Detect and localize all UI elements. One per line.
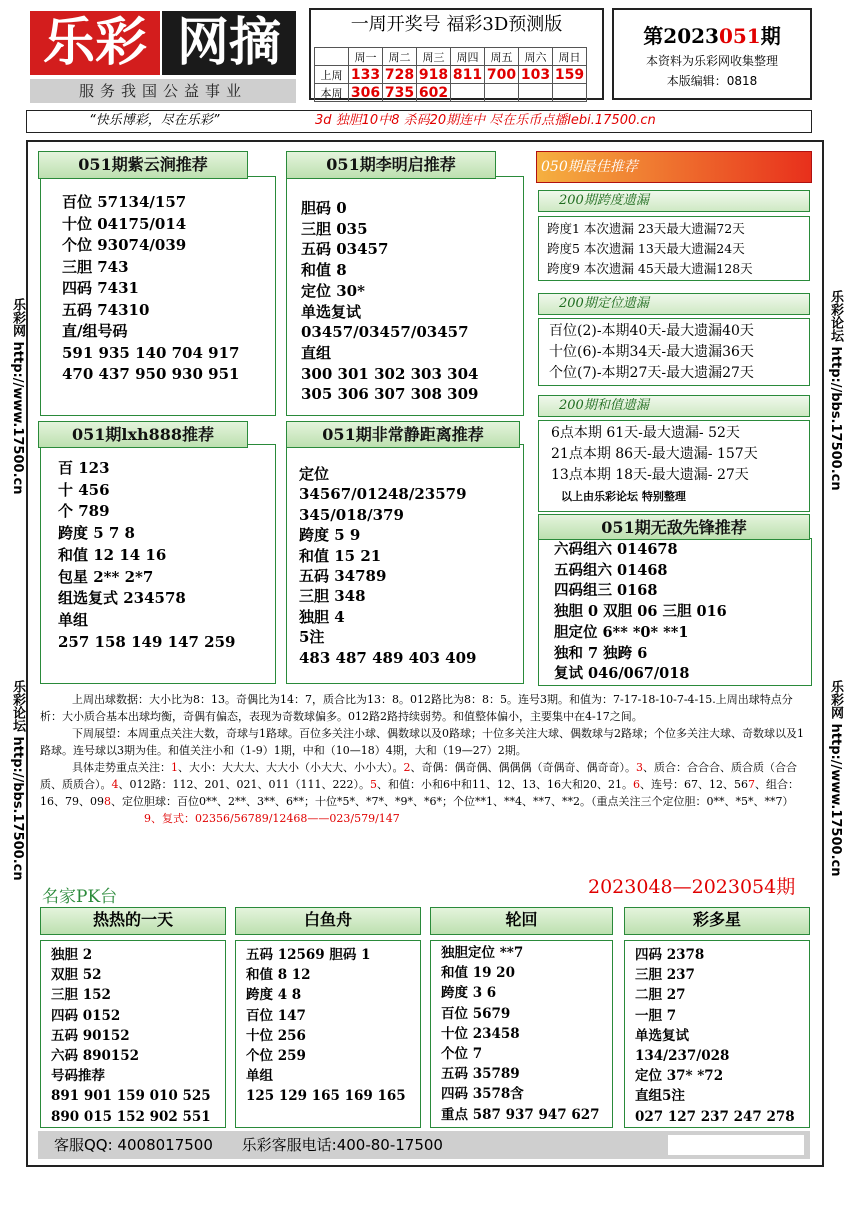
panel-line: 34567/01248/23579 bbox=[299, 485, 467, 504]
expert-line: 六码 890152 bbox=[51, 1048, 140, 1065]
miss-row: 21点本期 86天-最大遗漏- 157天 bbox=[551, 446, 758, 462]
days-row bbox=[315, 48, 587, 66]
expert-line: 单选复试 bbox=[635, 1027, 689, 1044]
panel-line: 三胆 348 bbox=[299, 587, 366, 606]
panel-content bbox=[58, 458, 235, 653]
draw-value: 159 bbox=[553, 66, 587, 84]
best-title: 050期最佳推荐 bbox=[536, 151, 812, 183]
pk-label: 名家PK台 bbox=[42, 887, 118, 907]
row-label: 本周 bbox=[315, 84, 349, 102]
panel-line: 四码组三 0168 bbox=[554, 582, 658, 600]
expert-line: 定位 37* *72 bbox=[635, 1068, 724, 1085]
side-text-left-bottom: 乐彩论坛 http://bbs.17500.cn bbox=[10, 680, 25, 881]
panel-title: 051期紫云涧推荐 bbox=[38, 151, 248, 179]
expert-line: 十位 23458 bbox=[441, 1025, 520, 1042]
weekly-draws-title: 一周开奖号 福彩3D预测版 bbox=[350, 14, 563, 35]
expert-line: 和值 19 20 bbox=[441, 965, 515, 982]
panel-line: 独胆 0 双胆 06 三胆 016 bbox=[554, 603, 727, 621]
expert-line: 十位 256 bbox=[246, 1027, 306, 1044]
expert-title: 白鱼舟 bbox=[235, 907, 421, 935]
draw-value: 918 bbox=[417, 66, 451, 84]
expert-line: 三胆 237 bbox=[635, 967, 695, 984]
panel-line: 单选复试 bbox=[301, 302, 362, 321]
expert-line: 百位 5679 bbox=[441, 1005, 511, 1022]
panel-content bbox=[301, 198, 478, 405]
panel-line: 三胆 743 bbox=[62, 257, 129, 276]
analysis-text bbox=[40, 691, 814, 827]
draw-value bbox=[485, 84, 519, 102]
expert-box bbox=[235, 940, 421, 1128]
panel-line: 独胆 4 bbox=[299, 607, 345, 626]
miss-row: 个位(7)-本期27天-最大遗漏27天 bbox=[549, 365, 754, 381]
expert-line: 号码推荐 bbox=[51, 1068, 105, 1085]
panel-line: 胆定位 6** *0* **1 bbox=[554, 623, 689, 641]
logo-right: 网摘 bbox=[162, 11, 296, 75]
issue-number: 第2023051期 bbox=[643, 24, 781, 48]
expert-line: 五码 12569 胆码 1 bbox=[246, 947, 371, 963]
expert-line: 独胆 2 bbox=[51, 947, 93, 963]
panel-line: 和值 15 21 bbox=[299, 546, 382, 565]
panel-line: 5注 bbox=[299, 628, 325, 647]
weekly-draws bbox=[309, 8, 604, 100]
analysis-line-9: 9、复式：02356/56789/12468——023/579/147 bbox=[144, 812, 400, 825]
draw-value: 133 bbox=[349, 66, 383, 84]
day-header: 周日 bbox=[553, 48, 587, 66]
expert-title: 轮回 bbox=[430, 907, 613, 935]
expert-line: 890 015 152 902 551 bbox=[51, 1108, 211, 1125]
panel-content bbox=[62, 192, 239, 386]
panel-line: 定位 30* bbox=[301, 281, 365, 300]
panel-line: 300 301 302 303 304 bbox=[301, 364, 479, 383]
expert-line: 双胆 52 bbox=[51, 967, 102, 984]
panel-line: 六码组六 014678 bbox=[554, 541, 678, 558]
span-miss-title: 200期跨度遗漏 bbox=[538, 190, 810, 212]
draw-value: 602 bbox=[417, 84, 451, 102]
panel-line: 591 935 140 704 917 bbox=[62, 343, 240, 362]
expert-line: 独胆定位 **7 bbox=[441, 945, 524, 961]
panel-content bbox=[554, 540, 727, 685]
day-header: 周二 bbox=[383, 48, 417, 66]
panel-line: 五码 74310 bbox=[62, 300, 150, 319]
panel-line: 复试 046/067/018 bbox=[554, 665, 690, 683]
pk-range: 2023048—2023054期 bbox=[588, 876, 796, 898]
panel-title: 051期无敌先锋推荐 bbox=[538, 514, 810, 540]
expert-line: 四码 2378 bbox=[635, 947, 705, 963]
day-header: 周五 bbox=[485, 48, 519, 66]
panel-line: 胆码 0 bbox=[301, 199, 347, 217]
draw-value: 306 bbox=[349, 84, 383, 102]
expert-line: 个位 7 bbox=[441, 1046, 483, 1063]
panel-line: 和值 12 14 16 bbox=[58, 545, 167, 564]
side-text-right-top: 乐彩论坛 http://bbs.17500.cn bbox=[828, 290, 843, 491]
day-header: 周一 bbox=[349, 48, 383, 66]
panel-line: 305 306 307 308 309 bbox=[301, 385, 479, 404]
draw-value: 103 bbox=[519, 66, 553, 84]
miss-row: 跨度9 本次遗漏 45天最大遗漏128天 bbox=[547, 261, 753, 276]
draw-value: 728 bbox=[383, 66, 417, 84]
miss-row: 百位(2)-本期40天-最大遗漏40天 bbox=[549, 323, 754, 339]
analysis-para-2: 下周展望：本周重点关注大数，奇球与1路球。百位多关注小球、偶数球以及0路球；十位多关注大球、偶数球与2路球；个位多关注大球、奇数球以及1路球。连号球以3期为佳。和值关注小和（1-9）1期，中和（10—18）4期，大和（19—27）2期。 bbox=[40, 727, 804, 757]
miss-row: 13点本期 18天-最大遗漏- 27天 bbox=[551, 467, 749, 483]
expert-line: 四码 0152 bbox=[51, 1007, 121, 1024]
panel-line: 独和 7 独跨 6 bbox=[554, 644, 648, 662]
panel-line: 包星 2** 2*7 bbox=[58, 567, 154, 586]
panel-line: 直组 bbox=[301, 343, 332, 362]
analysis-para-1: 上周出球数据：大小比为8：13。奇偶比为14：7，质合比为13：8。012路比为8：8：5。连号3期。和值为：7-17-18-10-7-4-15.上周出球特点分析：大小质合基本出球均衡，奇偶有偏态，表现为奇数球偏多。012路2路持续弱势。和值整体偏小，主要集中在4-17之间。 bbox=[40, 693, 793, 723]
panel-line: 470 437 950 930 951 bbox=[62, 365, 240, 383]
panel-line: 直/组号码 bbox=[62, 322, 128, 340]
issue-box bbox=[612, 8, 812, 100]
panel-line: 百 123 bbox=[58, 459, 110, 477]
panel-line: 五码 03457 bbox=[301, 240, 389, 259]
panel-line: 三胆 035 bbox=[301, 219, 368, 238]
promo-link[interactable]: 3d 独胆10中8 杀码20期连中 尽在乐币点播lebi.17500.cn bbox=[315, 113, 656, 128]
this-week-row bbox=[315, 84, 587, 102]
panel-line: 百位 57134/157 bbox=[62, 193, 187, 211]
miss-row: 十位(6)-本期34天-最大遗漏36天 bbox=[549, 344, 754, 360]
footer-blank bbox=[668, 1135, 804, 1155]
expert-line: 个位 259 bbox=[246, 1048, 306, 1065]
pos-miss-title: 200期定位遗漏 bbox=[538, 293, 810, 315]
draw-value: 700 bbox=[485, 66, 519, 84]
expert-box bbox=[624, 940, 810, 1128]
expert-line: 直组5注 bbox=[635, 1088, 685, 1105]
panel-line: 和值 8 bbox=[301, 261, 347, 280]
slogan-quote: “快乐博彩，尽在乐彩” bbox=[89, 113, 220, 128]
draw-value bbox=[519, 84, 553, 102]
miss-row: 跨度1 本次遗漏 23天最大遗漏72天 bbox=[547, 221, 745, 236]
customer-service-qq: 客服QQ: 4008017500 bbox=[54, 1136, 213, 1154]
panel-title: 051期非常静距离推荐 bbox=[286, 421, 520, 448]
panel-line: 组选复式 234578 bbox=[58, 589, 186, 608]
expert-line: 二胆 27 bbox=[635, 987, 686, 1004]
expert-line: 百位 147 bbox=[246, 1007, 306, 1024]
miss-row: 跨度5 本次遗漏 13天最大遗漏24天 bbox=[547, 241, 745, 256]
sum-miss-box bbox=[538, 420, 810, 512]
panel-line: 五码组六 01468 bbox=[554, 561, 668, 579]
panel-line: 十位 04175/014 bbox=[62, 214, 187, 233]
day-header: 周三 bbox=[417, 48, 451, 66]
panel-line: 定位 bbox=[299, 465, 330, 483]
panel-line: 个位 93074/039 bbox=[62, 236, 187, 254]
weekly-draws-table bbox=[314, 47, 587, 102]
side-text-right-bottom: 乐彩网 http://www.17500.cn bbox=[828, 680, 843, 877]
logo-slogan: 服务我国公益事业 bbox=[30, 79, 296, 103]
panel-line: 十 456 bbox=[58, 480, 110, 499]
draw-value: 811 bbox=[451, 66, 485, 84]
customer-service-phone: 乐彩客服电话:400-80-17500 bbox=[241, 1136, 443, 1154]
side-text-left-top: 乐彩网 http://www.17500.cn bbox=[10, 298, 25, 495]
expert-line: 重点 587 937 947 627 bbox=[441, 1106, 600, 1123]
editor-note: 本版编辑：0818 bbox=[666, 74, 758, 88]
expert-line: 134/237/028 bbox=[635, 1048, 730, 1065]
panel-title: 051期lxh888推荐 bbox=[38, 421, 248, 448]
panel-line: 四码 7431 bbox=[62, 279, 139, 297]
panel-line: 跨度 5 7 8 bbox=[58, 524, 135, 543]
credit-note: 以上由乐彩论坛 特别整理 bbox=[561, 490, 686, 503]
source-note: 本资料为乐彩网收集整理 bbox=[645, 54, 778, 68]
panel-line: 五码 34789 bbox=[299, 567, 387, 586]
panel-content bbox=[299, 464, 476, 668]
miss-row: 6点本期 61天-最大遗漏- 52天 bbox=[551, 425, 740, 441]
expert-title: 彩多星 bbox=[624, 907, 810, 935]
sum-miss-title: 200期和值遗漏 bbox=[538, 395, 810, 417]
expert-line: 单组 bbox=[246, 1068, 273, 1085]
panel-line: 257 158 149 147 259 bbox=[58, 632, 236, 651]
pos-miss-box bbox=[538, 318, 810, 386]
expert-line: 125 129 165 169 165 bbox=[246, 1088, 406, 1105]
expert-box bbox=[430, 940, 613, 1128]
span-miss-box bbox=[538, 216, 810, 281]
analysis-para-3: 具体走势重点关注：1、大小：大大大、大大小（小大大、小小大）。2、奇偶：偶奇偶、偶偶偶（奇偶奇、偶奇奇）。3、质合：合合合、质合质（合合质、质质合）。4、012路：112、201、021、011（111、222）。5、和值：小和6中和11、12、13、16大和20、21。6、连号：67、12、567、组合：16、79、098、定位胆球：百位0**、2**、3**、6**；十位*5*、*7*、*9*、*6*；个位**1、**4、**7、**2。（重点关注三个定位胆：0**、*5*、**7） bbox=[40, 761, 799, 808]
panel-line: 483 487 489 403 409 bbox=[299, 648, 477, 667]
slogan-bar bbox=[26, 110, 812, 133]
logo-left: 乐彩 bbox=[30, 11, 160, 75]
panel-line: 345/018/379 bbox=[299, 505, 404, 524]
expert-line: 和值 8 12 bbox=[246, 967, 311, 984]
expert-line: 一胆 7 bbox=[635, 1007, 677, 1024]
expert-line: 五码 35789 bbox=[441, 1066, 520, 1083]
panel-line: 03457/03457/03457 bbox=[301, 323, 469, 342]
last-week-row bbox=[315, 66, 587, 84]
expert-line: 跨度 3 6 bbox=[441, 985, 497, 1002]
expert-line: 891 901 159 010 525 bbox=[51, 1088, 211, 1105]
panel-line: 个 789 bbox=[58, 502, 110, 521]
panel-line: 跨度 5 9 bbox=[299, 526, 361, 545]
expert-line: 四码 3578含 bbox=[441, 1086, 524, 1103]
draw-value bbox=[451, 84, 485, 102]
logo bbox=[26, 7, 298, 104]
day-header: 周六 bbox=[519, 48, 553, 66]
expert-line: 027 127 237 247 278 bbox=[635, 1108, 795, 1125]
expert-line: 五码 90152 bbox=[51, 1027, 130, 1044]
expert-title: 热热的一天 bbox=[40, 907, 226, 935]
footer-bar bbox=[38, 1131, 810, 1159]
draw-value bbox=[553, 84, 587, 102]
draw-value: 735 bbox=[383, 84, 417, 102]
expert-line: 三胆 152 bbox=[51, 987, 111, 1004]
expert-line: 跨度 4 8 bbox=[246, 987, 302, 1004]
panel-line: 单组 bbox=[58, 610, 89, 629]
panel-title: 051期李明启推荐 bbox=[286, 151, 496, 179]
day-header: 周四 bbox=[451, 48, 485, 66]
row-label: 上周 bbox=[315, 66, 349, 84]
expert-box bbox=[40, 940, 226, 1128]
